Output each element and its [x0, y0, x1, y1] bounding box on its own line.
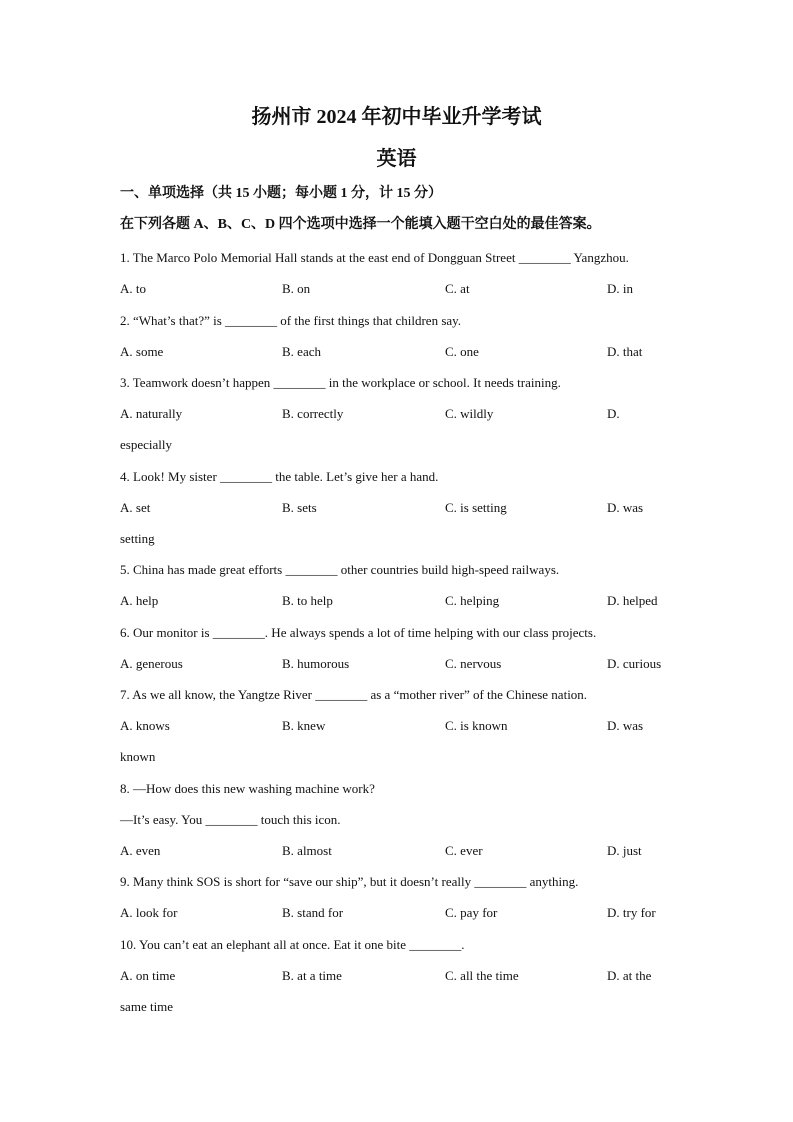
section-heading: 一、单项选择（共 15 小题；每小题 1 分，计 15 分）	[120, 186, 442, 201]
question-1-option-a: A. to	[120, 281, 146, 296]
question-2-option-b: B. each	[282, 344, 321, 359]
question-8-option-d: D. just	[607, 843, 642, 858]
question-4-option-b: B. sets	[282, 500, 317, 515]
question-9-option-d: D. try for	[607, 905, 656, 920]
question-10-option-b: B. at a time	[282, 968, 342, 983]
question-2-option-c: C. one	[445, 344, 479, 359]
question-4-option-d: D. was	[607, 500, 644, 515]
question-9-option-b: B. stand for	[282, 905, 344, 920]
question-5-option-b: B. to help	[282, 593, 333, 608]
question-8-option-b: B. almost	[282, 843, 332, 858]
question-7-option-c: C. is known	[445, 718, 508, 733]
question-6-option-c: C. nervous	[445, 656, 502, 671]
question-4-option-a: A. set	[120, 500, 151, 515]
question-9-option-a: A. look for	[120, 905, 178, 920]
question-8-option-c: C. ever	[445, 843, 483, 858]
question-3-option-b: B. correctly	[282, 406, 344, 421]
question-7-option-d-wrap: known	[120, 749, 156, 764]
subject-title: 英语	[376, 148, 417, 170]
question-7-stem: 7. As we all know, the Yangtze River ________ as a “mother river” of the Chinese nation.	[120, 687, 588, 702]
question-10-option-a: A. on time	[120, 968, 176, 983]
question-3-stem: 3. Teamwork doesn’t happen ________ in the workplace or school. It needs training.	[120, 375, 561, 390]
question-4-stem: 4. Look! My sister ________ the table. Let’s give her a hand.	[120, 469, 439, 484]
question-7-option-a: A. knows	[120, 718, 170, 733]
question-9-stem: 9. Many think SOS is short for “save our ship”, but it doesn’t really ________ anything.	[120, 874, 579, 889]
question-2-stem: 2. “What’s that?” is ________ of the first things that children say.	[120, 313, 462, 328]
question-4-option-c: C. is setting	[445, 500, 507, 515]
question-3-option-a: A. naturally	[120, 406, 183, 421]
question-7-option-b: B. knew	[282, 718, 326, 733]
question-2-option-a: A. some	[120, 344, 164, 359]
question-5-stem: 5. China has made great efforts ________ other countries build high-speed railways.	[120, 562, 560, 577]
question-1-option-d: D. in	[607, 281, 633, 296]
question-5-option-d: D. helped	[607, 593, 658, 608]
question-6-option-a: A. generous	[120, 656, 183, 671]
question-8-stem: 8. —How does this new washing machine work?	[120, 781, 375, 796]
question-7-option-d: D. was	[607, 718, 644, 733]
question-1-stem: 1. The Marco Polo Memorial Hall stands at the east end of Dongguan Street ________ Yangzhou.	[120, 250, 629, 265]
question-3-option-d-wrap: especially	[120, 437, 172, 452]
question-6-option-b: B. humorous	[282, 656, 350, 671]
question-3-option-c: C. wildly	[445, 406, 494, 421]
question-10-option-d: D. at the	[607, 968, 652, 983]
question-1-option-b: B. on	[282, 281, 311, 296]
question-8-stem-reply: —It’s easy. You ________ touch this icon.	[120, 812, 341, 827]
question-1-option-c: C. at	[445, 281, 470, 296]
question-4-option-d-wrap: setting	[120, 531, 155, 546]
question-5-option-a: A. help	[120, 593, 159, 608]
question-10-stem: 10. You can’t eat an elephant all at once. Eat it one bite ________.	[120, 937, 465, 952]
exam-title: 扬州市 2024 年初中毕业升学考试	[251, 106, 542, 128]
question-10-option-c: C. all the time	[445, 968, 519, 983]
question-9-option-c: C. pay for	[445, 905, 498, 920]
question-6-option-d: D. curious	[607, 656, 662, 671]
question-5-option-c: C. helping	[445, 593, 500, 608]
question-6-stem: 6. Our monitor is ________. He always spends a lot of time helping with our class projects.	[120, 625, 597, 640]
section-instruction: 在下列各题 A、B、C、D 四个选项中选择一个能填入题干空白处的最佳答案。	[120, 217, 601, 232]
question-2-option-d: D. that	[607, 344, 643, 359]
question-3-option-d: D.	[607, 406, 620, 421]
question-8-option-a: A. even	[120, 843, 161, 858]
question-10-option-d-wrap: same time	[120, 999, 174, 1014]
